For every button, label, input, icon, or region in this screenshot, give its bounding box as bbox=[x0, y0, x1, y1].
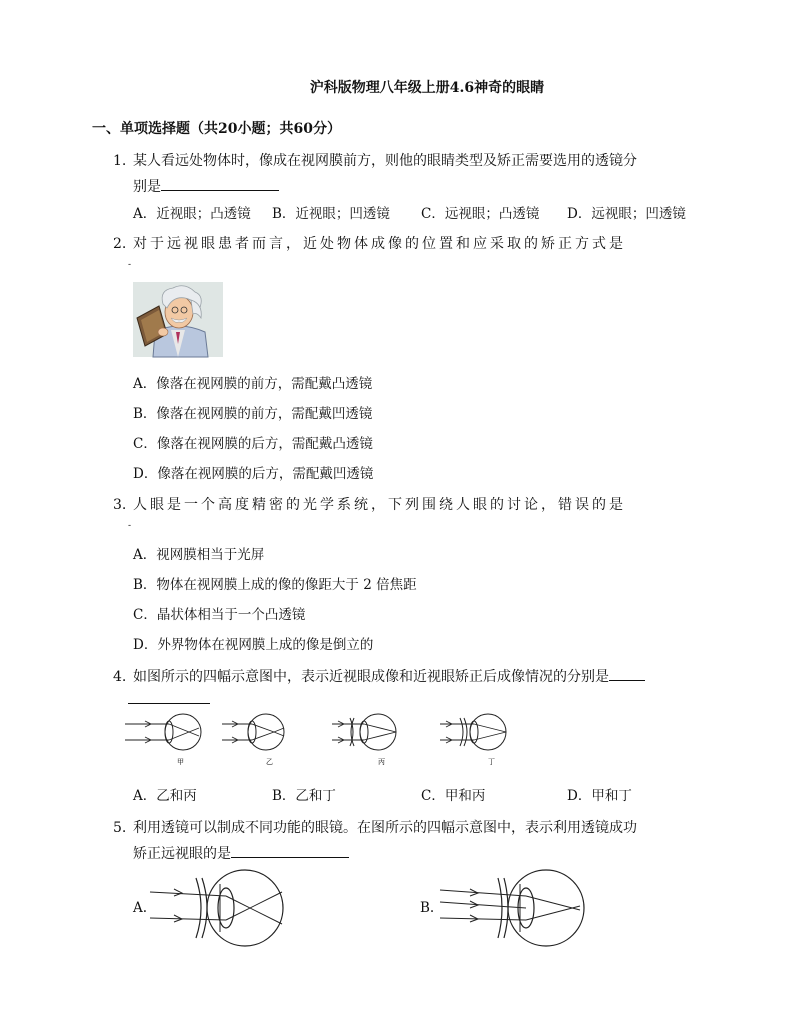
option-1a: A．近视眼；凸透镜 bbox=[133, 206, 251, 222]
figure-label: 丙 bbox=[378, 758, 385, 766]
question-2 bbox=[113, 233, 626, 253]
question-number: 2. bbox=[113, 236, 127, 252]
option-3c: C．晶状体相当于一个凸透镜 bbox=[133, 607, 306, 623]
question-3 bbox=[113, 494, 626, 514]
question-text: 利用透镜可以制成不同功能的眼镜。在图所示的四幅示意图中，表示利用透镜成功 bbox=[133, 820, 637, 836]
option-4a: A．乙和丙 bbox=[133, 788, 197, 804]
eye-diagram-jia bbox=[125, 710, 215, 770]
option-1c: C．远视眼；凸透镜 bbox=[421, 206, 540, 222]
question-number: 4. bbox=[113, 669, 127, 685]
figure-label: 乙 bbox=[266, 758, 273, 766]
option-4b: B．乙和丁 bbox=[272, 788, 336, 804]
option-3b: B．物体在视网膜上成的像的像距大于 2 倍焦距 bbox=[133, 577, 417, 593]
question-text: 如图所示的四幅示意图中，表示近视眼成像和近视眼矫正后成像情况的分别是 bbox=[133, 669, 609, 685]
figure-option-b-label: B. bbox=[420, 900, 435, 916]
question-5 bbox=[113, 817, 637, 837]
question-text: 某人看远处物体时，像成在视网膜前方，则他的眼睛类型及矫正需要选用的透镜分 bbox=[133, 153, 637, 169]
figure-option-a-label: A. bbox=[133, 900, 148, 916]
figure-label: 甲 bbox=[177, 758, 184, 766]
question-text: 人眼是一个高度精密的光学系统，下列围绕人眼的讨论，错误的是 bbox=[133, 497, 626, 513]
eye-diagram-ding bbox=[440, 710, 530, 770]
question-4 bbox=[113, 666, 645, 686]
question-1 bbox=[113, 150, 637, 170]
option-2b: B．像落在视网膜的前方，需配戴凹透镜 bbox=[133, 406, 373, 422]
question-text: 矫正远视眼的是 bbox=[133, 846, 231, 862]
question-2-line2: - bbox=[128, 260, 132, 270]
question-number: 1. bbox=[113, 153, 127, 169]
option-4d: D．甲和丁 bbox=[567, 788, 632, 804]
eye-diagram-option-a bbox=[150, 866, 300, 951]
option-2a: A．像落在视网膜的前方，需配戴凸透镜 bbox=[133, 376, 373, 392]
question-5-line2 bbox=[133, 843, 349, 863]
option-3d: D．外界物体在视网膜上成的像是倒立的 bbox=[133, 637, 374, 653]
page-title: 沪科版物理八年级上册4.6神奇的眼睛 bbox=[309, 80, 545, 96]
question-3-line2: - bbox=[128, 521, 132, 531]
figure-label: 丁 bbox=[488, 758, 495, 766]
option-1d: D．远视眼；凹透镜 bbox=[567, 206, 686, 222]
question-text: 别是 bbox=[133, 179, 161, 195]
question-number: 5. bbox=[113, 820, 127, 836]
option-2d: D．像落在视网膜的后方，需配戴凹透镜 bbox=[133, 466, 374, 482]
eye-diagram-option-b bbox=[440, 866, 590, 951]
question-text: 对于远视眼患者而言，近处物体成像的位置和应采取的矫正方式是 bbox=[133, 236, 626, 252]
answer-blank-continued[interactable] bbox=[128, 703, 210, 704]
answer-blank[interactable] bbox=[161, 176, 279, 191]
question-1-line2 bbox=[133, 176, 279, 196]
old-man-reading-image bbox=[133, 282, 223, 357]
eye-diagram-bing bbox=[332, 710, 422, 770]
answer-blank[interactable] bbox=[609, 666, 645, 681]
section-heading: 一、单项选择题（共20小题；共60分） bbox=[92, 121, 341, 137]
answer-blank[interactable] bbox=[231, 843, 349, 858]
option-1b: B．近视眼；凹透镜 bbox=[272, 206, 390, 222]
option-3a: A．视网膜相当于光屏 bbox=[133, 547, 265, 563]
eye-diagram-yi bbox=[222, 710, 312, 770]
option-2c: C．像落在视网膜的后方，需配戴凸透镜 bbox=[133, 436, 373, 452]
option-4c: C．甲和丙 bbox=[421, 788, 486, 804]
question-number: 3. bbox=[113, 497, 127, 513]
